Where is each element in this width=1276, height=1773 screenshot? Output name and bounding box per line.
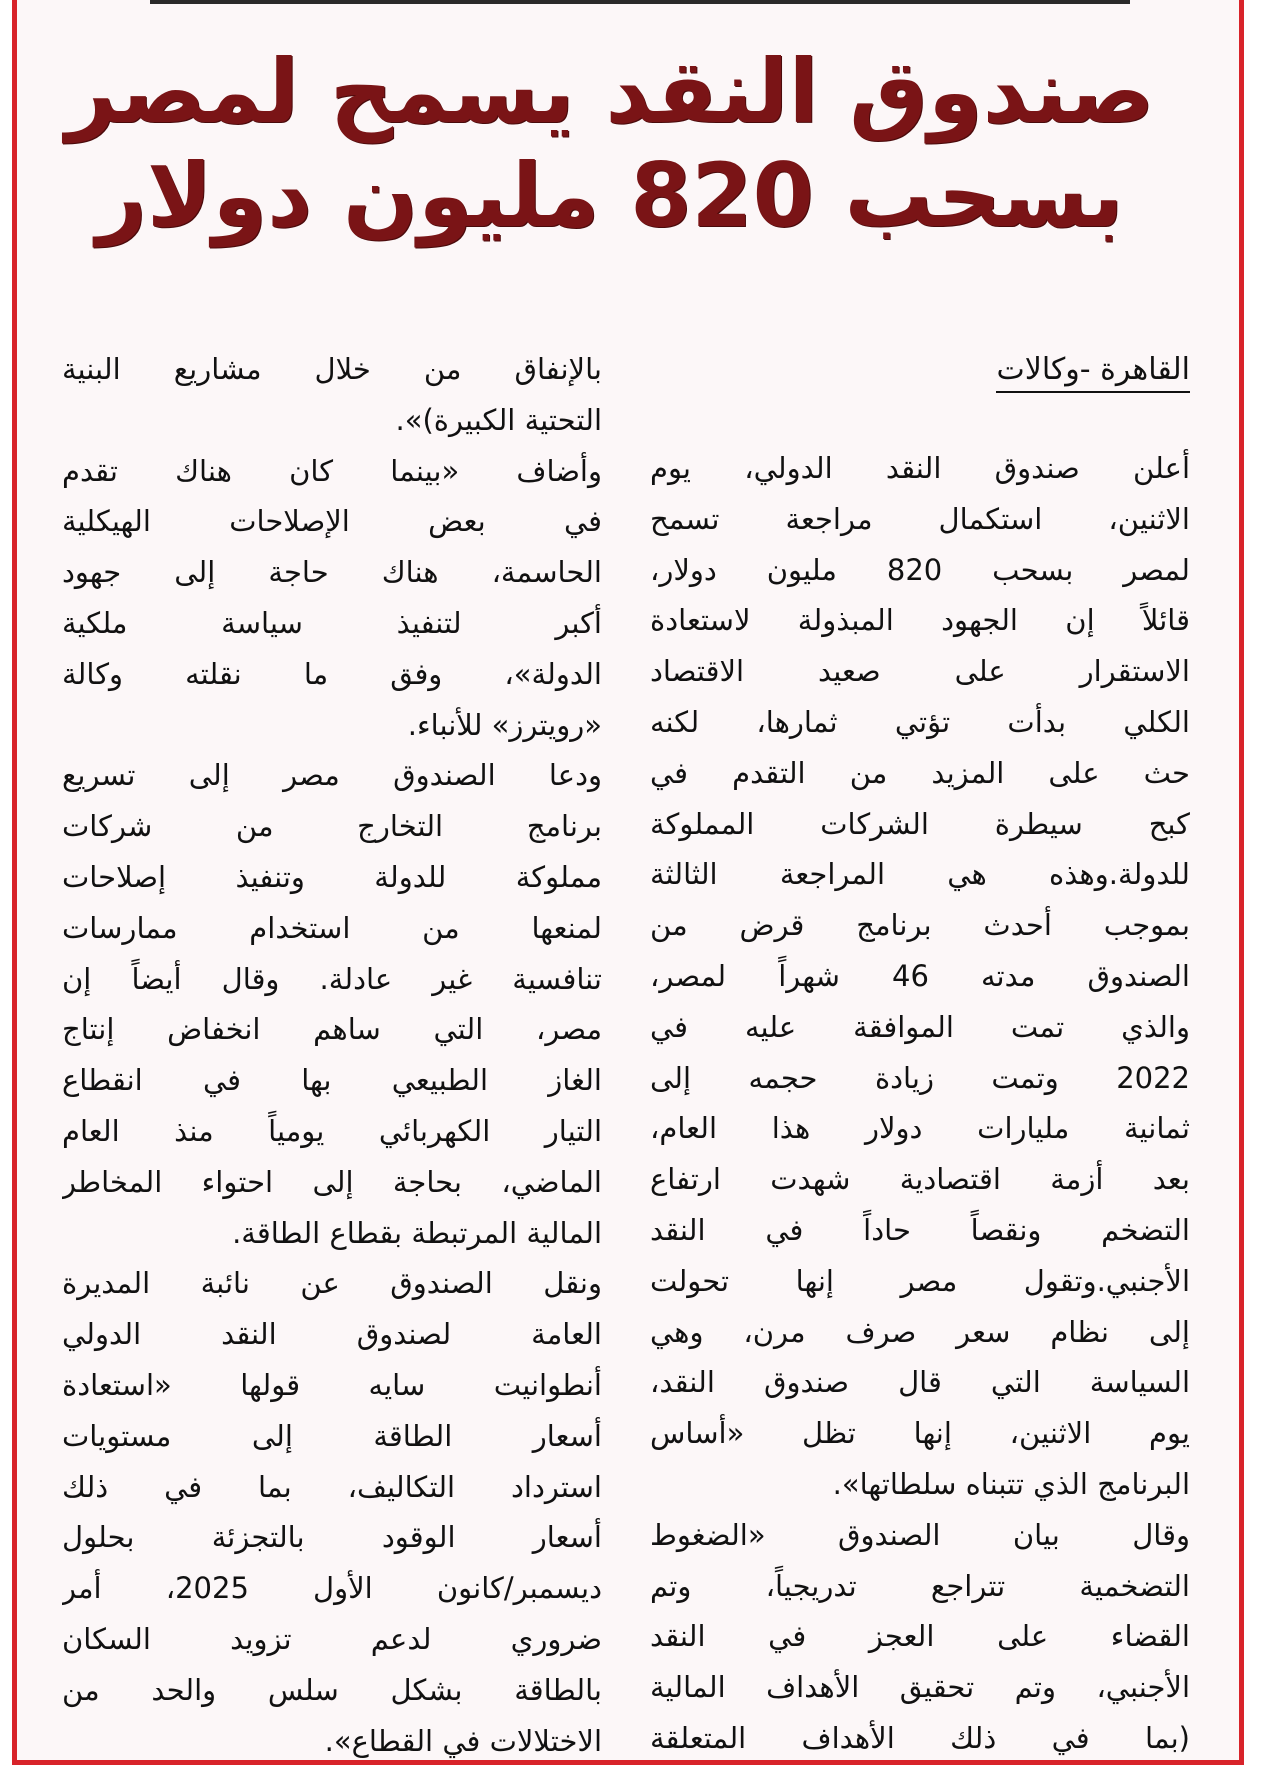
article-line: التضخمية تتراجع تدريجياً، وتم — [650, 1568, 1190, 1603]
headline-line-2: بسحب 820 مليون دولار — [96, 144, 1124, 247]
article-line: مصر، التي ساهم انخفاض إنتاج — [62, 1012, 602, 1047]
headline-line-1: صندوق النقد يسمح لمصر — [65, 40, 1155, 143]
article-line: بعد أزمة اقتصادية شهدت ارتفاع — [650, 1162, 1190, 1197]
dateline: القاهرة -وكالات — [996, 352, 1190, 393]
article-line: في بعض الإصلاحات الهيكلية — [62, 504, 602, 539]
article-column-left — [62, 344, 602, 1766]
article-line: تنافسية غير عادلة. وقال أيضاً إن — [62, 961, 602, 996]
article-line: للدولة.وهذه هي المراجعة الثالثة — [650, 857, 1190, 892]
article-line: القضاء على العجز في النقد — [650, 1619, 1190, 1654]
article-line: أكبر لتنفيذ سياسة ملكية — [62, 605, 602, 640]
article-line: يوم الاثنين، إنها تظل «أساس — [650, 1416, 1190, 1451]
article-line: السياسة التي قال صندوق النقد، — [650, 1365, 1190, 1400]
article-line: إلى نظام سعر صرف مرن، وهي — [650, 1314, 1190, 1349]
article-line: الأجنبي.وتقول مصر إنها تحولت — [650, 1263, 1190, 1298]
article-line: حث على المزيد من التقدم في — [650, 755, 1190, 790]
article-line: لمنعها من استخدام ممارسات — [62, 910, 602, 945]
article-line: بالطاقة بشكل سلس والحد من — [62, 1672, 602, 1707]
article-line: التيار الكهربائي يومياً منذ العام — [62, 1113, 602, 1148]
article-line: أسعار الطاقة إلى مستويات — [62, 1418, 602, 1453]
article-line: استرداد التكاليف، بما في ذلك — [62, 1469, 602, 1504]
article-line: الكلي بدأت تؤتي ثمارها، لكنه — [650, 704, 1190, 739]
article-line: بموجب أحدث برنامج قرض من — [650, 908, 1190, 943]
article-line: ونقل الصندوق عن نائبة المديرة — [62, 1266, 602, 1301]
article-line: والذي تمت الموافقة عليه في — [650, 1009, 1190, 1044]
article-line: وأضاف «بينما كان هناك تقدم — [62, 453, 602, 488]
article-line: العامة لصندوق النقد الدولي — [62, 1317, 602, 1352]
article-line: البرنامج الذي تتبناه سلطاتها». — [832, 1466, 1190, 1501]
article-line: الحاسمة، هناك حاجة إلى جهود — [62, 555, 602, 590]
top-rule — [150, 0, 1130, 4]
article-line: «رويترز» للأنباء. — [407, 707, 602, 742]
article-line: بالإنفاق من خلال مشاريع البنية — [62, 352, 602, 386]
article-line: الماضي، بحاجة إلى احتواء المخاطر — [62, 1164, 602, 1199]
article-line: أنطوانيت سايه قولها «استعادة — [62, 1367, 602, 1402]
article-column-right — [650, 443, 1190, 1764]
article-line: الغاز الطبيعي بها في انقطاع — [62, 1063, 602, 1098]
article-line: الاستقرار على صعيد الاقتصاد — [650, 654, 1190, 689]
article-line: مملوكة للدولة وتنفيذ إصلاحات — [62, 859, 602, 894]
article-line: التحتية الكبيرة)». — [395, 402, 602, 437]
article-line: قائلاً إن الجهود المبذولة لاستعادة — [650, 603, 1190, 638]
article-line: أسعار الوقود بالتجزئة بحلول — [62, 1520, 602, 1555]
article-line: لمصر بسحب 820 مليون دولار، — [650, 552, 1190, 587]
article-line: ثمانية مليارات دولار هذا العام، — [650, 1111, 1190, 1146]
article-line: أعلن صندوق النقد الدولي، يوم — [650, 451, 1190, 485]
article-line: ودعا الصندوق مصر إلى تسريع — [62, 758, 602, 793]
article-line: ضروري لدعم تزويد السكان — [62, 1621, 602, 1656]
article-line: الاختلالات في القطاع». — [324, 1723, 602, 1758]
article-line: كبح سيطرة الشركات المملوكة — [650, 806, 1190, 841]
article-line: برنامج التخارج من شركات — [62, 809, 602, 844]
article-line: 2022 وتمت زيادة حجمه إلى — [650, 1060, 1190, 1095]
headline — [60, 40, 1160, 248]
article-line: الاثنين، استكمال مراجعة تسمح — [650, 501, 1190, 536]
article-line: وقال بيان الصندوق «الضغوط — [650, 1517, 1190, 1552]
article-line: (بما في ذلك الأهداف المتعلقة — [650, 1720, 1190, 1755]
article-line: الأجنبي، وتم تحقيق الأهداف المالية — [650, 1670, 1190, 1705]
article-line: التضخم ونقصاً حاداً في النقد — [650, 1212, 1190, 1247]
article-line: الصندوق مدته 46 شهراً لمصر، — [650, 958, 1190, 993]
article-line: ديسمبر/كانون الأول 2025، أمر — [62, 1571, 602, 1606]
article-line: الدولة»، وفق ما نقلته وكالة — [62, 656, 602, 691]
article-line: المالية المرتبطة بقطاع الطاقة. — [232, 1215, 602, 1250]
